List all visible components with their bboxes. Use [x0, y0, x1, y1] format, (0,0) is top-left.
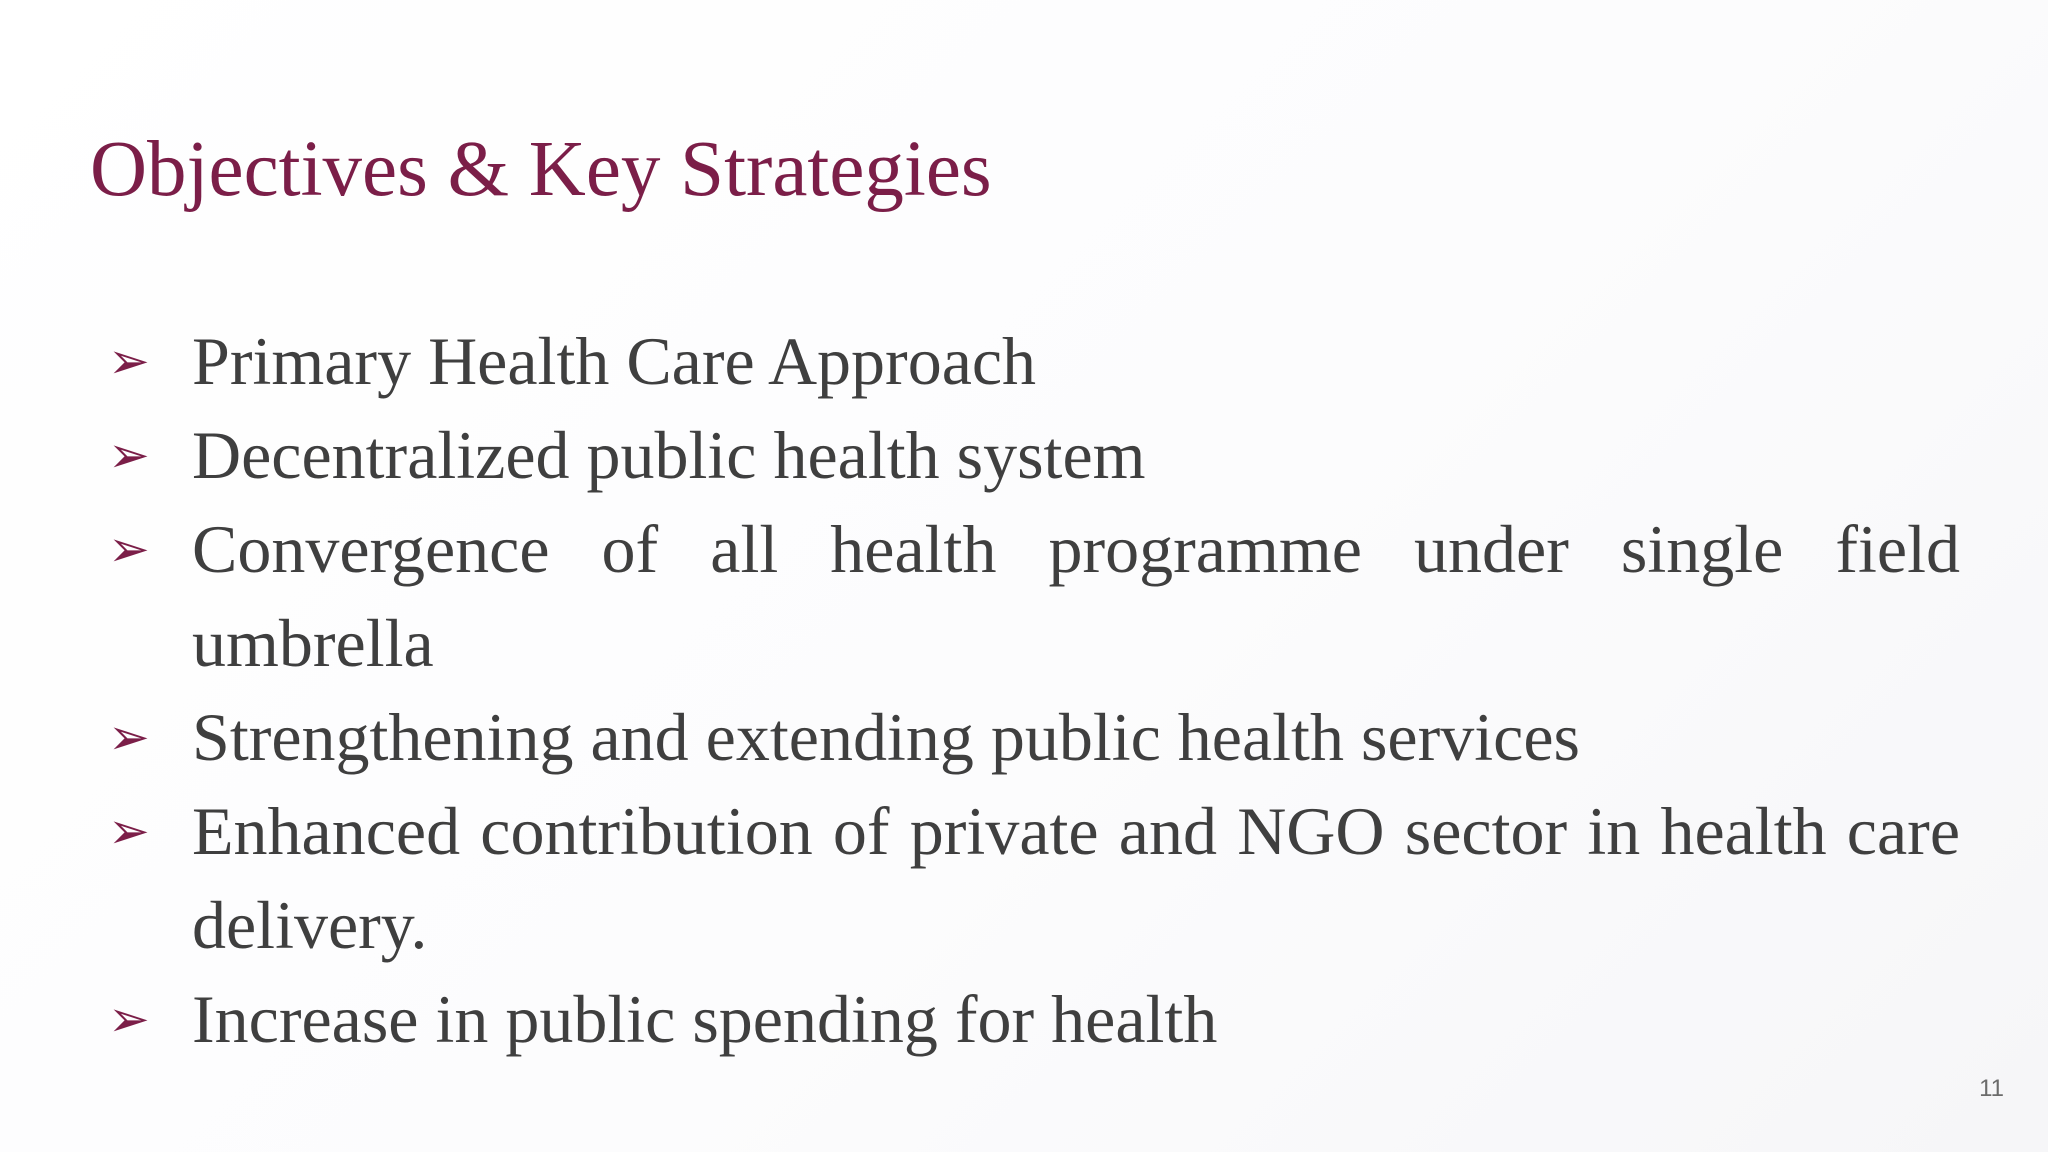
list-item [108, 502, 1960, 690]
list-item [108, 784, 1960, 972]
bullet-text: Decentralized public health system [192, 417, 1146, 493]
bullet-text: Strengthening and extending public health services [192, 699, 1580, 775]
bullet-text: Increase in public spending for health [192, 981, 1218, 1057]
arrowhead-bullet-icon: ➢ [108, 990, 150, 1048]
slide-title: Objectives & Key Strategies [90, 126, 992, 213]
arrowhead-bullet-icon: ➢ [108, 708, 150, 766]
list-item [108, 690, 1960, 784]
list-item [108, 972, 1960, 1066]
arrowhead-bullet-icon: ➢ [108, 426, 150, 484]
bullet-text: Convergence of all health programme under single field umbrella [192, 511, 1960, 681]
arrowhead-bullet-icon: ➢ [108, 520, 150, 578]
list-item [108, 314, 1960, 408]
arrowhead-bullet-icon: ➢ [108, 332, 150, 390]
bullet-list [108, 314, 1960, 1066]
arrowhead-bullet-icon: ➢ [108, 802, 150, 860]
bullet-text: Enhanced contribution of private and NGO sector in health care delivery. [192, 793, 1960, 963]
bullet-text: Primary Health Care Approach [192, 323, 1037, 399]
list-item [108, 408, 1960, 502]
page-number: 11 [1979, 1075, 2004, 1102]
